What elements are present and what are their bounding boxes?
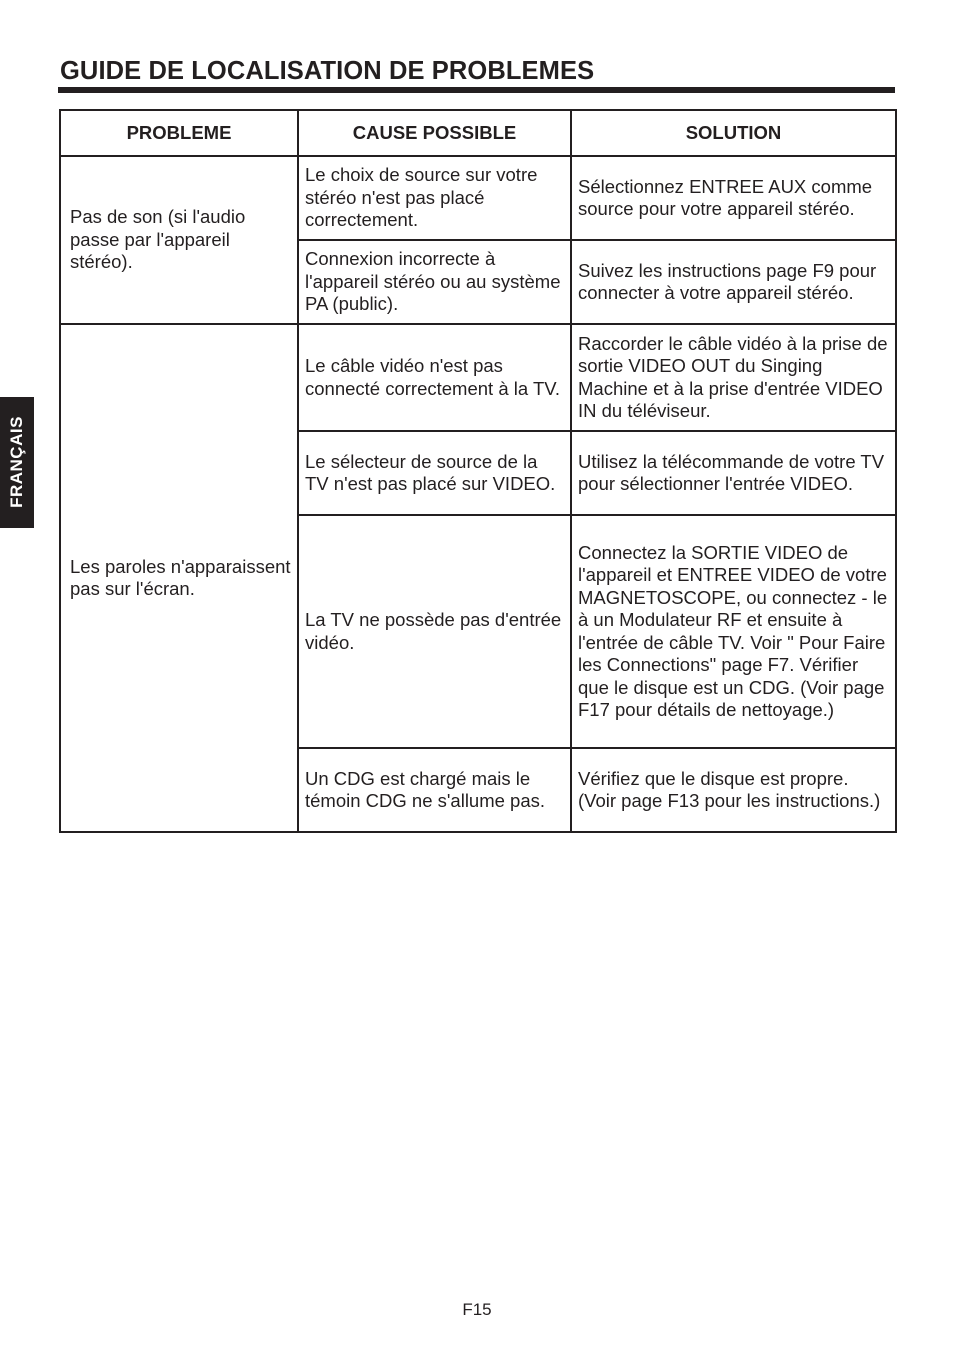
table-header-row <box>60 110 896 156</box>
header-cause: CAUSE POSSIBLE <box>298 110 571 156</box>
cause-cell: Le sélecteur de source de la TV n'est pas placé sur VIDEO. <box>298 431 571 515</box>
solution-cell: Suivez les instructions page F9 pour connecter à votre appareil stéréo. <box>571 240 896 324</box>
solution-cell: Vérifiez que le disque est propre. (Voir page F13 pour les instructions.) <box>571 748 896 832</box>
language-tab-label: FRANÇAIS <box>7 416 26 508</box>
page-title: GUIDE DE LOCALISATION DE PROBLEMES <box>60 57 595 85</box>
table-row <box>60 156 896 240</box>
cause-cell: Un CDG est chargé mais le témoin CDG ne s'allume pas. <box>298 748 571 832</box>
cause-cell: La TV ne possède pas d'entrée vidéo. <box>298 515 571 748</box>
header-solution: SOLUTION <box>571 110 896 156</box>
solution-cell: Connectez la SORTIE VIDEO de l'appareil et ENTREE VIDEO de votre MAGNETOSCOPE, ou connectez - le à un Modulateur RF et ensuite à l'entrée de câble TV. Voir " Pour Faire les Connections" page F7. Vérifier que le disque est un CDG. (Voir page F17 pour détails de nettoyage.) <box>571 515 896 748</box>
cause-cell: Le choix de source sur votre stéréo n'est pas placé correctement. <box>298 156 571 240</box>
solution-cell: Sélectionnez ENTREE AUX comme source pour votre appareil stéréo. <box>571 156 896 240</box>
solution-cell: Raccorder le câble vidéo à la prise de sortie VIDEO OUT du Singing Machine et à la prise d'entrée VIDEO IN du téléviseur. <box>571 324 896 431</box>
cause-cell: Connexion incorrecte à l'appareil stéréo ou au système PA (public). <box>298 240 571 324</box>
solution-cell: Utilisez la télécommande de votre TV pour sélectionner l'entrée VIDEO. <box>571 431 896 515</box>
problem-cell: Les paroles n'apparaissent pas sur l'écran. <box>60 324 298 832</box>
page-number: F15 <box>462 1300 492 1319</box>
troubleshooting-table <box>59 109 897 833</box>
header-problem: PROBLEME <box>60 110 298 156</box>
table-row <box>60 324 896 431</box>
language-tab <box>0 397 34 528</box>
problem-cell: Pas de son (si l'audio passe par l'appareil stéréo). <box>60 156 298 324</box>
cause-cell: Le câble vidéo n'est pas connecté correctement à la TV. <box>298 324 571 431</box>
title-divider <box>58 87 895 93</box>
